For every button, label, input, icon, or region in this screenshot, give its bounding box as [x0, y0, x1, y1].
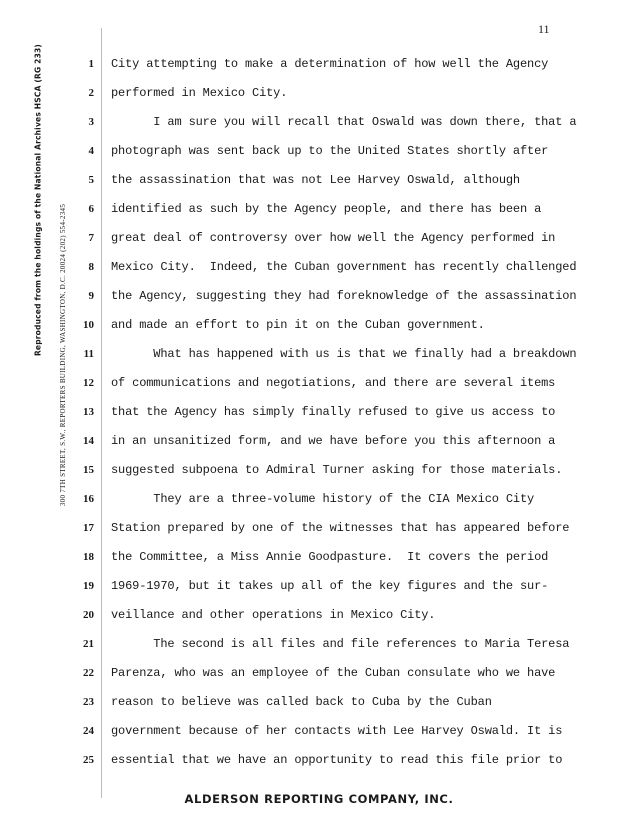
reporter-address-note: 300 7TH STREET, S.W., REPORTERS BUILDING, WASHINGTON, D.C. 20024 (202) 554-2345: [59, 203, 67, 507]
transcript-line: photograph was sent back up to the United States shortly after: [111, 144, 549, 158]
line-number: 14: [83, 435, 94, 447]
archive-source-note: Reproduced from the holdings of the National Archives HSCA (RG 233): [33, 43, 43, 357]
line-number: 22: [83, 667, 94, 679]
line-number: 12: [83, 377, 94, 389]
transcript-line: in an unsanitized form, and we have before you this afternoon a: [111, 434, 556, 448]
transcript-line: They are a three-volume history of the CIA Mexico City: [111, 492, 535, 506]
line-number: 20: [83, 609, 94, 621]
transcript-line: veillance and other operations in Mexico City.: [111, 608, 436, 622]
line-number: 4: [88, 145, 94, 157]
transcript-line: Station prepared by one of the witnesses that has appeared before: [111, 521, 570, 535]
line-number: 15: [83, 464, 94, 476]
transcript-line: What has happened with us is that we finally had a breakdown: [111, 347, 577, 361]
transcript-line: the Agency, suggesting they had foreknowledge of the assassination: [111, 289, 577, 303]
transcript-line: the Committee, a Miss Annie Goodpasture. It covers the period: [111, 550, 549, 564]
line-number: 7: [88, 232, 94, 244]
line-number: 13: [83, 406, 94, 418]
page-number: 11: [538, 22, 550, 36]
transcript-line: I am sure you will recall that Oswald was down there, that a: [111, 115, 577, 129]
margin-rule: [101, 28, 102, 798]
line-number: 1: [88, 58, 94, 70]
transcript-line: of communications and negotiations, and there are several items: [111, 376, 556, 390]
line-number: 8: [88, 261, 94, 273]
transcript-line: that the Agency has simply finally refused to give us access to: [111, 405, 556, 419]
footer-company: ALDERSON REPORTING COMPANY, INC.: [184, 792, 454, 806]
line-number: 11: [83, 348, 94, 360]
line-number: 9: [88, 290, 94, 302]
line-number: 16: [83, 493, 94, 505]
transcript-line: performed in Mexico City.: [111, 86, 288, 100]
line-number: 10: [83, 319, 94, 331]
transcript-line: government because of her contacts with Lee Harvey Oswald. It is: [111, 724, 563, 738]
line-number: 19: [83, 580, 94, 592]
transcript-line: suggested subpoena to Admiral Turner asking for those materials.: [111, 463, 563, 477]
transcript-line: identified as such by the Agency people, and there has been a: [111, 202, 542, 216]
transcript-line: Mexico City. Indeed, the Cuban government has recently challenged: [111, 260, 577, 274]
line-number: 2: [88, 87, 94, 99]
line-number: 24: [83, 725, 94, 737]
line-number: 25: [83, 754, 94, 766]
line-number: 5: [88, 174, 94, 186]
line-number: 6: [88, 203, 94, 215]
line-number: 23: [83, 696, 94, 708]
transcript-line: the assassination that was not Lee Harvey Oswald, although: [111, 173, 520, 187]
transcript-line: City attempting to make a determination of how well the Agency: [111, 57, 549, 71]
transcript-line: Parenza, who was an employee of the Cuban consulate who we have: [111, 666, 556, 680]
line-number: 21: [83, 638, 94, 650]
transcript-line: and made an effort to pin it on the Cuban government.: [111, 318, 485, 332]
line-number: 3: [88, 116, 94, 128]
transcript-line: essential that we have an opportunity to read this file prior to: [111, 753, 563, 767]
transcript-line: reason to believe was called back to Cuba by the Cuban: [111, 695, 492, 709]
transcript-line: The second is all files and file references to Maria Teresa: [111, 637, 570, 651]
transcript-line: great deal of controversy over how well the Agency performed in: [111, 231, 556, 245]
line-number: 18: [83, 551, 94, 563]
line-number: 17: [83, 522, 94, 534]
transcript-line: 1969-1970, but it takes up all of the key figures and the sur-: [111, 579, 549, 593]
